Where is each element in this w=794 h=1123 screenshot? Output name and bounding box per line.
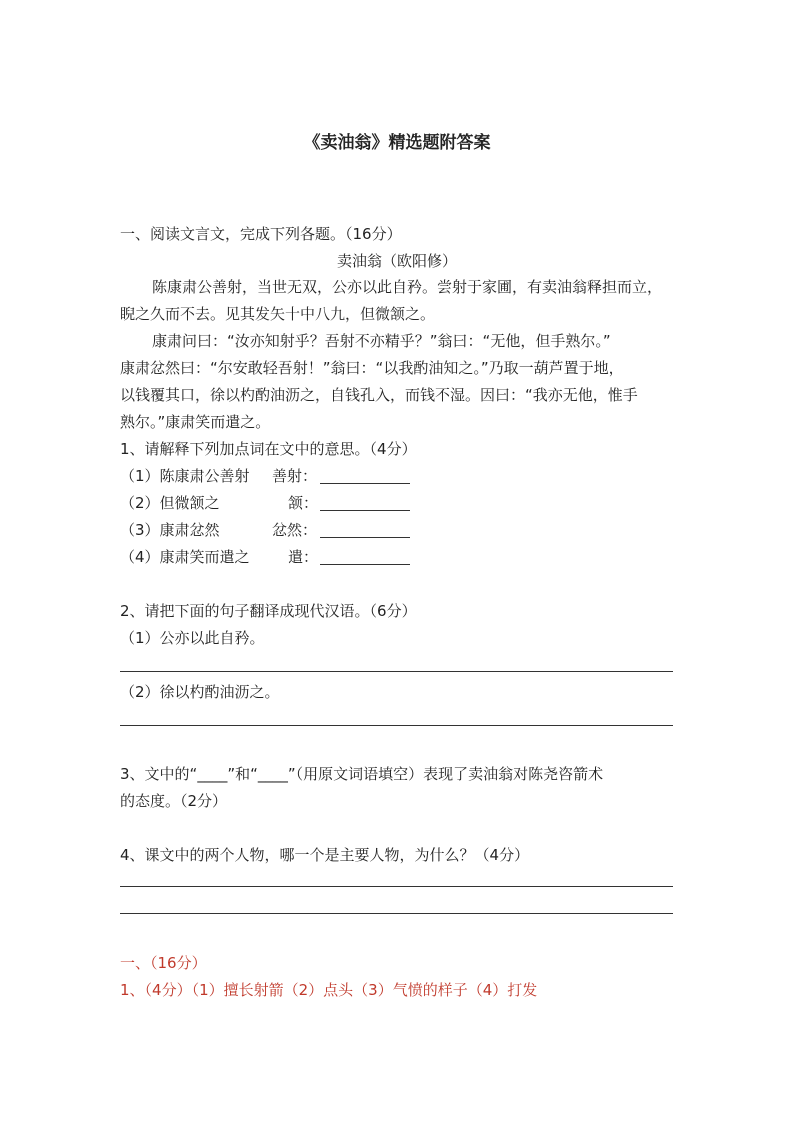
question-1-prompt: 1、请解释下列加点词在文中的意思。（4分） [120, 440, 417, 458]
passage-line: 以钱覆其口，徐以杓酌油沥之，自钱孔入，而钱不湿。因曰：“我亦无他，惟手 [120, 386, 638, 404]
q1-item-word: 善射： [272, 467, 318, 485]
question-3-line: 3、文中的“____”和“____”（用原文词语填空）表现了卖油翁对陈尧咨箭术 [120, 765, 604, 783]
answer-line[interactable] [120, 886, 673, 887]
answer-line[interactable] [120, 671, 673, 672]
passage-line: 熟尔。”康肃笑而遣之。 [120, 413, 271, 431]
section-header: 一、阅读文言文，完成下列各题。（16分） [120, 225, 402, 243]
answer-blank[interactable] [320, 564, 410, 565]
q1-item-phrase: （1）陈康肃公善射 [120, 467, 250, 485]
q1-item-phrase: （2）但微颔之 [120, 494, 220, 512]
q1-item-word: 忿然： [272, 521, 318, 539]
passage-line: 陈康肃公善射，当世无双，公亦以此自矜。尝射于家圃，有卖油翁释担而立， [152, 278, 663, 296]
page-title: 《卖油翁》精选题附答案 [303, 133, 491, 153]
passage-line: 康肃忿然曰：“尔安敢轻吾射！”翁曰：“以我酌油知之。”乃取一葫芦置于地， [120, 359, 624, 377]
answer-blank[interactable] [320, 510, 410, 511]
passage-title: 卖油翁（欧阳修） [336, 252, 457, 270]
answer-blank[interactable] [320, 483, 410, 484]
q1-item-phrase: （3）康肃忿然 [120, 521, 220, 539]
question-2-prompt: 2、请把下面的句子翻译成现代汉语。（6分） [120, 602, 417, 620]
answer-line-1: 1、（4分）（1）擅长射箭（2）点头（3）气愤的样子（4）打发 [120, 981, 538, 999]
answer-blank[interactable] [320, 537, 410, 538]
q1-item-word: 颔： [288, 494, 319, 512]
passage-line: 睨之久而不去。见其发矢十中八九，但微颔之。 [120, 305, 436, 323]
answer-line[interactable] [120, 725, 673, 726]
q1-item-phrase: （4）康肃笑而遣之 [120, 548, 250, 566]
q1-item-word: 遣： [288, 548, 319, 566]
passage-line: 康肃问曰：“汝亦知射乎？吾射不亦精乎？”翁曰：“无他，但手熟尔。” [152, 332, 611, 350]
q2-item: （1）公亦以此自矜。 [120, 629, 265, 647]
question-3-line: 的态度。（2分） [120, 792, 228, 810]
q2-item: （2）徐以杓酌油沥之。 [120, 683, 280, 701]
answer-line[interactable] [120, 913, 673, 914]
question-4-prompt: 4、课文中的两个人物，哪一个是主要人物，为什么？（4分） [120, 846, 530, 864]
answers-header: 一、（16分） [120, 954, 207, 972]
